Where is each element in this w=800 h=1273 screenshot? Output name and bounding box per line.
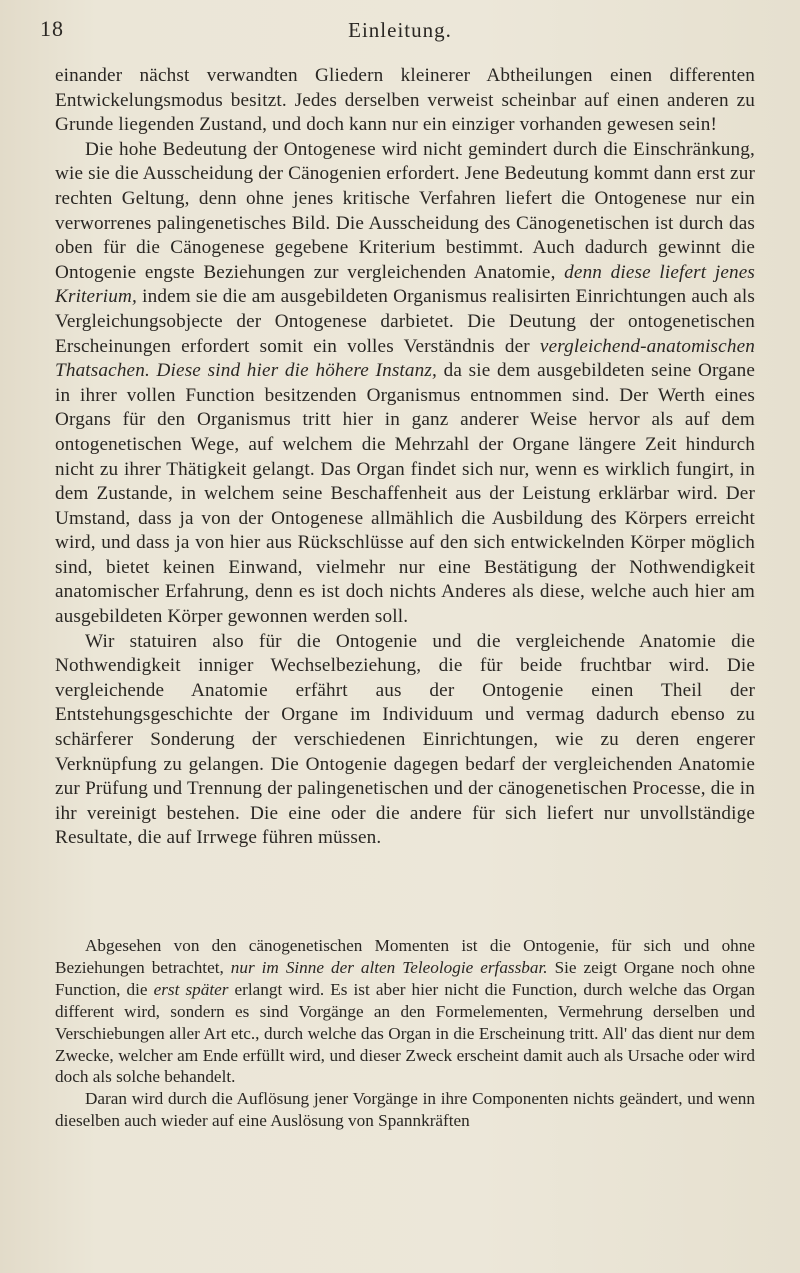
running-head: Einleitung.: [348, 18, 452, 42]
small-paragraph-1-part-b: Sie zeigt Organe noch ohne Function, die: [55, 957, 755, 999]
paragraph-2-part-c: da sie dem ausgebildeten seine Organe in ihrer vollen Function besitzenden Organismus entnommen sind. Der Werth eines Organs für den Organismus tritt hier in ganz anderer Weise hervor als auf dem ontogenetischen Wege, auf welchem die Mehrzahl der Organe längere Zeit hindurch nicht zu ihrer Thätigkeit gelangt. Das Organ findet sich nur, wenn es wirklich fungirt, in dem Zustande, in welchem seine Beschaffenheit aus der Leistung erklärbar wird. Der Umstand, dass ja von der Ontogenese allmählich die Ausbildung des Körpers erreicht wird, und dass ja von hier aus Rückschlüsse auf den sich entwickelnden Körper möglich sind, bietet keinen Einwand, vielmehr nur eine Bestätigung der Nothwendigkeit anatomischer Erfahrung, denn es ist doch nichts Anderes als diese, welche auch hier am ausgebildeten Körper gewonnen werden soll.: [55, 360, 755, 628]
emphasis-instanz: vergleichend-anatomischen Thatsachen. Diese sind hier die höhere Instanz,: [55, 335, 755, 382]
paragraph-2-part-b: indem sie die am ausgebildeten Organismus realisirten Einrichtungen auch als Vergleichungsobjecte der Ontogenese darbietet. Die Deutung der ontogenetischen Erscheinungen erfordert somit ein volles Verständnis der: [55, 286, 755, 357]
small-paragraph-2: Daran wird durch die Auflösung jener Vorgänge in ihre Componenten nichts geändert, und wenn dieselben auch wieder auf eine Auslösung von Spannkräften: [55, 1089, 755, 1131]
footnote-text: [55, 935, 755, 1132]
paragraph-1: einander nächst verwandten Gliedern kleinerer Abtheilungen einen differenten Entwickelungsmodus besitzt. Jedes derselben verweist scheinbar auf einen anderen zu Grunde liegenden Zustand, und doch kann nur ein einziger vorhanden gewesen sein!: [55, 65, 755, 136]
page-number: 18: [40, 16, 64, 41]
emphasis-kriterium: denn diese liefert jenes Kriterium,: [55, 261, 756, 308]
emphasis-erst-spaeter: erst später: [153, 979, 229, 999]
main-text: [55, 64, 755, 851]
small-paragraph-1-part-a: Abgesehen von den cänogenetischen Momenten ist die Ontogenie, für sich und ohne Beziehungen betrachtet,: [55, 936, 755, 977]
emphasis-teleologie: nur im Sinne der alten Teleologie erfassbar.: [230, 957, 548, 977]
small-paragraph-1: [55, 935, 755, 1088]
small-paragraph-1-part-c: erlangt wird. Es ist aber hier nicht die Function, durch welche das Organ different wird, sondern es sind Vorgänge an den Formelementen, Vermehrung derselben und Verschiebungen aller Art etc., durch welche das Organ in die Erscheinung tritt. All' das dient nur dem Zwecke, welcher am Ende erfüllt wird, und dieser Zweck erscheint damit auch als Ursache oder wird doch als solche behandelt.: [55, 979, 755, 1087]
paragraph-2-part-a: Die hohe Bedeutung der Ontogenese wird nicht gemindert durch die Einschränkung, wie sie die Ausscheidung der Cänogenien erfordert. Jene Bedeutung kommt dann erst zur rechten Geltung, denn ohne jenes kritische Verfahren liefert die Ontogenese nur ein verworrenes palingenetisches Bild. Die Ausscheidung des Cänogenetischen ist durch das oben für die Cänogenese gegebene Kriterium bestimmt. Auch dadurch gewinnt die Ontogenie engste Beziehungen zur vergleichenden Anatomie,: [55, 138, 755, 283]
page-header: [0, 0, 800, 70]
paragraph-2: [55, 138, 755, 630]
paragraph-3: Wir statuiren also für die Ontogenie und die vergleichende Anatomie die Nothwendigkeit inniger Wechselbeziehung, die für beide fruchtbar wird. Die vergleichende Anatomie erfährt aus der Ontogenie einen Theil der Entstehungsgeschichte der Organe im Individuum und vermag dadurch ebenso zu schärferer Sonderung der verschiedenen Einrichtungen, wie zu deren engerer Verknüpfung zu gelangen. Die Ontogenie dagegen bedarf der vergleichenden Anatomie zur Prüfung und Trennung der palingenetischen und der cänogenetischen Processe, die in ihr vereinigt bestehen. Die eine oder die andere für sich liefert nur unvollständige Resultate, die auf Irrwege führen müssen.: [55, 630, 755, 849]
